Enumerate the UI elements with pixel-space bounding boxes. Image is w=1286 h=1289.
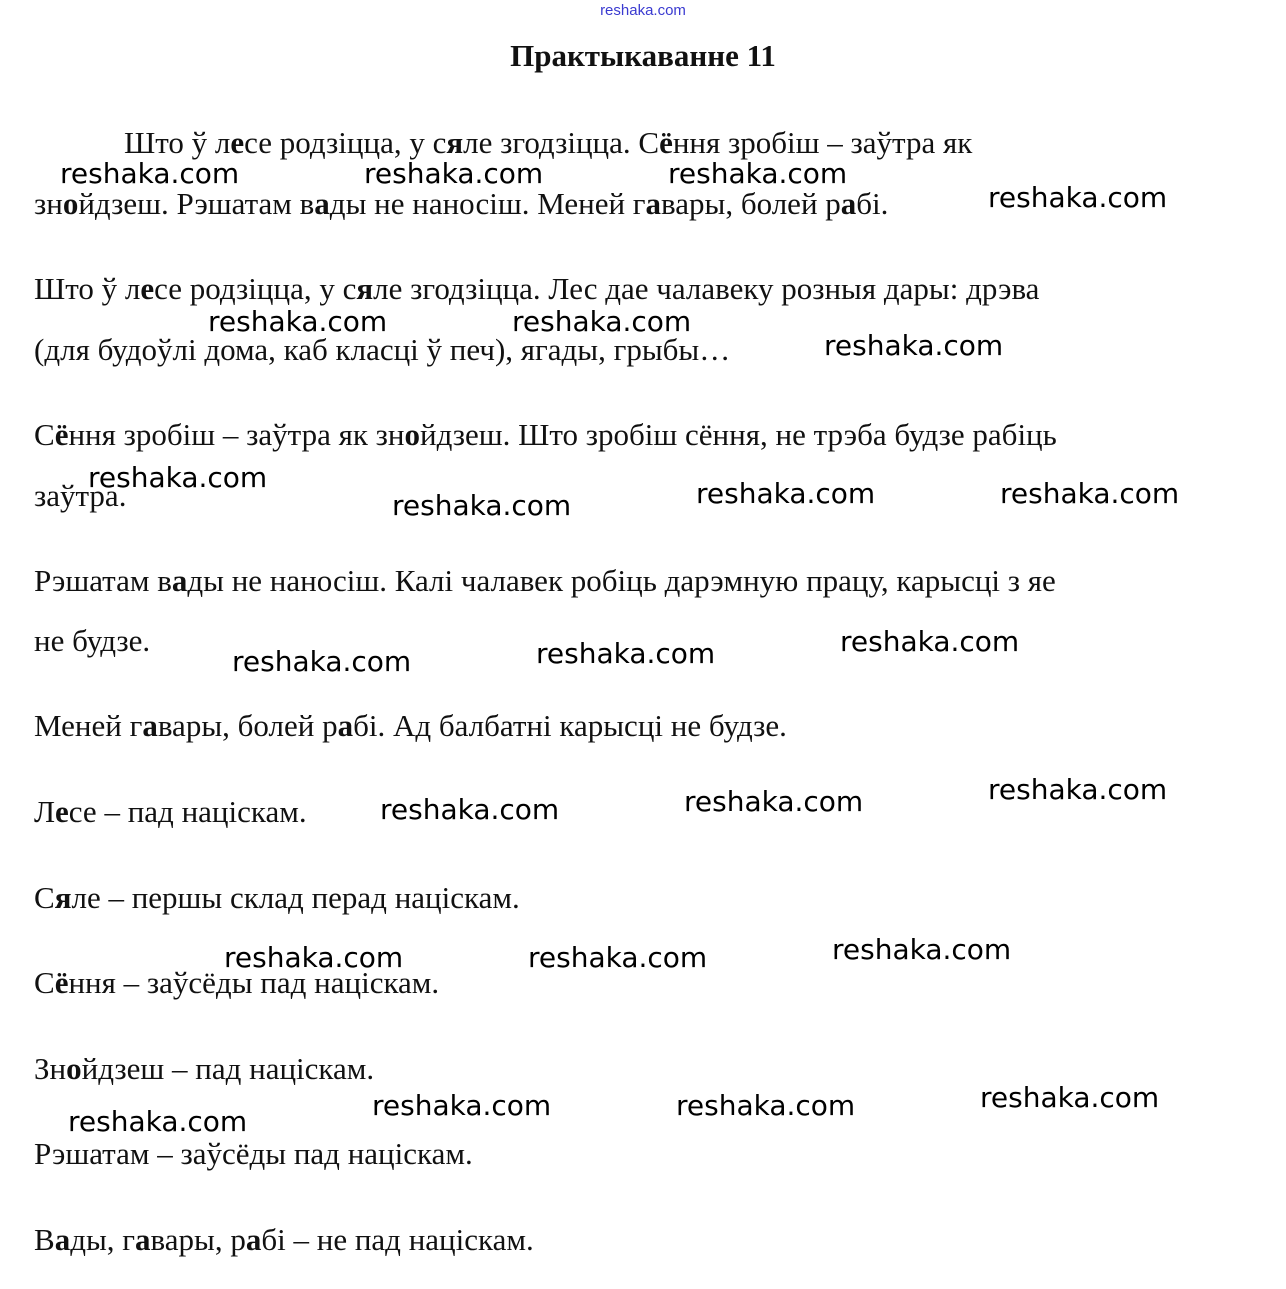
watermark: reshaka.com [528, 941, 708, 974]
watermark: reshaka.com [696, 477, 876, 510]
watermark: reshaka.com [88, 461, 268, 494]
text-line-5: Сёння зробіш – заўтра як знойдзеш. Што зробіш сёння, не трэба будзе рабіць [34, 417, 1057, 452]
text-line-9: Меней гавары, болей рабі. Ад балбатні карысці не будзе. [34, 708, 787, 743]
text-line-6: заўтра. [34, 478, 127, 513]
site-watermark-top: reshaka.com [600, 2, 686, 19]
text-line-11: Сяле – першы склад перад націскам. [34, 880, 520, 915]
watermark: reshaka.com [372, 1089, 552, 1122]
watermark: reshaka.com [988, 773, 1168, 806]
watermark: reshaka.com [824, 329, 1004, 362]
text-line-1: Што ў лесе родзіцца, у сяле згодзіцца. Сёння зробіш – заўтра як [124, 125, 973, 160]
text-line-15: Вады, гавары, рабі – не пад націскам. [34, 1222, 534, 1257]
text-line-2: знойдзеш. Рэшатам вады не наносіш. Меней гавары, болей рабі. [34, 186, 889, 221]
watermark: reshaka.com [668, 157, 848, 190]
watermark: reshaka.com [536, 637, 716, 670]
watermark: reshaka.com [980, 1081, 1160, 1114]
watermark: reshaka.com [684, 785, 864, 818]
watermark: reshaka.com [1000, 477, 1180, 510]
watermark: reshaka.com [988, 181, 1168, 214]
watermark: reshaka.com [224, 941, 404, 974]
watermark: reshaka.com [380, 793, 560, 826]
text-line-12: Сёння – заўсёды пад націскам. [34, 965, 440, 1000]
text-line-10: Лесе – пад націскам. [34, 794, 307, 829]
text-line-13: Знойдзеш – пад націскам. [34, 1051, 375, 1086]
text-line-14: Рэшатам – заўсёды пад націскам. [34, 1136, 473, 1171]
watermark: reshaka.com [232, 645, 412, 678]
text-line-7: Рэшатам вады не наносіш. Калі чалавек робіць дарэмную працу, карысці з яе [34, 563, 1056, 598]
watermark: reshaka.com [392, 489, 572, 522]
text-line-4: (для будоўлі дома, каб класці ў печ), ягады, грыбы… [34, 332, 731, 367]
watermark: reshaka.com [676, 1089, 856, 1122]
page-title: Практыкаванне 11 [510, 38, 776, 73]
watermark: reshaka.com [68, 1105, 248, 1138]
watermark: reshaka.com [832, 933, 1012, 966]
watermark: reshaka.com [512, 305, 692, 338]
text-line-8: не будзе. [34, 623, 151, 658]
watermark: reshaka.com [208, 305, 388, 338]
watermark: reshaka.com [364, 157, 544, 190]
watermark: reshaka.com [60, 157, 240, 190]
text-line-3: Што ў лесе родзіцца, у сяле згодзіцца. Лес дае чалавеку розныя дары: дрэва [34, 271, 1040, 306]
watermark: reshaka.com [840, 625, 1020, 658]
